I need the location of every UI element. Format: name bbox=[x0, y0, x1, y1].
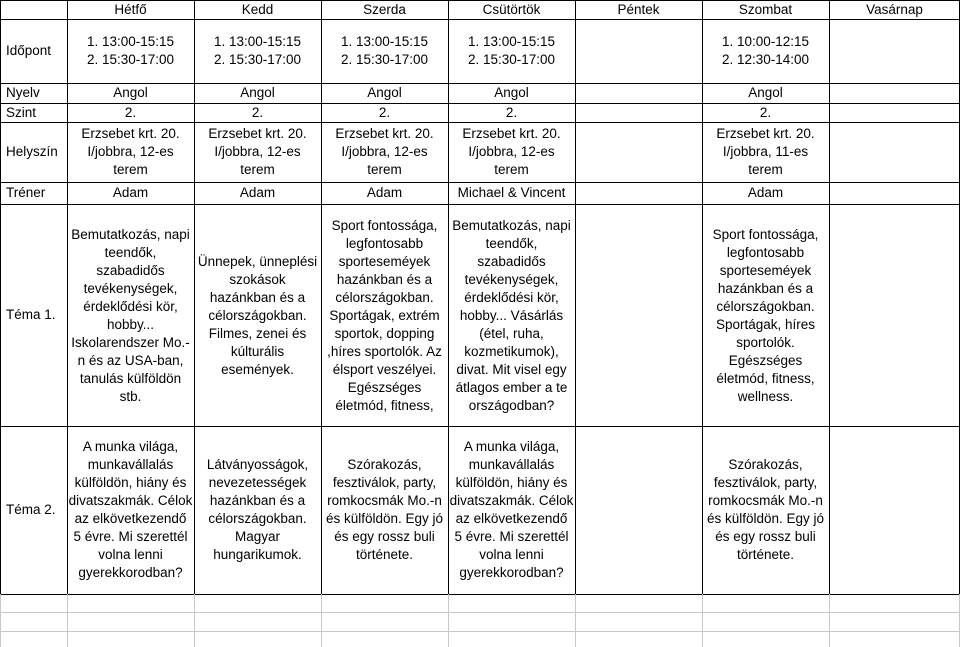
grid-line bbox=[321, 594, 322, 647]
cell-tema1-Szombat-line: sportolók. bbox=[736, 335, 795, 350]
cell-tema2-Csütörtök-line: A munka világa, bbox=[463, 439, 560, 454]
cell-tema1-Szerda-line: hazánkban és a bbox=[336, 272, 433, 287]
cell-tema1-Hétfő-line: Bemutatkozás, napi bbox=[71, 227, 190, 242]
cell-szint-Hétfő bbox=[67, 103, 194, 122]
grid-line bbox=[0, 426, 960, 427]
cell-trener-Csütörtök bbox=[448, 182, 575, 204]
cell-tema1-Hétfő-line: hobby... bbox=[106, 317, 155, 332]
row-label-szint bbox=[0, 103, 67, 122]
grid-line bbox=[194, 594, 195, 647]
cell-tema1-Kedd-line: Ünnepek, ünneplési bbox=[197, 254, 318, 269]
cell-helyszin-Kedd bbox=[194, 122, 321, 182]
cell-tema2-Szombat-line: Szórakozás, bbox=[728, 457, 803, 472]
cell-idopont-Szombat bbox=[702, 19, 829, 83]
cell-tema2-Csütörtök-line: volna lenni bbox=[479, 547, 544, 562]
cell-tema2-Hétfő-line: az elkövetkezendő bbox=[74, 511, 187, 526]
cell-tema1-Hétfő-line: n és az USA-ban, bbox=[77, 353, 184, 368]
cell-tema1-Szombat-line: Sportágak, híres bbox=[715, 317, 816, 332]
cell-nyelv-Csütörtök bbox=[448, 83, 575, 103]
cell-tema1-Szombat-line: Egészséges bbox=[728, 353, 803, 368]
cell-trener-Csütörtök-line: Michael & Vincent bbox=[457, 185, 566, 200]
grid-line bbox=[0, 103, 960, 104]
grid-line bbox=[448, 0, 449, 594]
cell-trener-Szombat-line: Adam bbox=[747, 185, 784, 200]
cell-tema1-Csütörtök-line: teendők, bbox=[485, 236, 538, 251]
cell-tema1-Kedd-line: szokások bbox=[229, 272, 286, 287]
row-label-tema1 bbox=[0, 204, 67, 426]
row-label-idopont-line: Időpont bbox=[6, 43, 52, 58]
cell-trener-Szombat bbox=[702, 182, 829, 204]
cell-nyelv-Kedd bbox=[194, 83, 321, 103]
cell-tema2-Hétfő-line: külföldön, hiány és bbox=[74, 475, 187, 490]
cell-tema1-Szerda-line: Sportágak, extrém bbox=[329, 308, 440, 323]
grid-line bbox=[0, 0, 960, 1]
cell-tema2-Hétfő-line: gyerekkorodban? bbox=[78, 565, 183, 580]
cell-tema2-Csütörtök-line: munkavállalás bbox=[468, 457, 555, 472]
cell-tema1-Csütörtök-line: hobby... Vásárlás bbox=[459, 308, 564, 323]
cell-tema2-Csütörtök-line: 5 évre. Mi szerettél bbox=[454, 529, 569, 544]
cell-nyelv-Szombat-line: Angol bbox=[748, 85, 783, 100]
cell-nyelv-Csütörtök-line: Angol bbox=[494, 85, 529, 100]
cell-helyszin-Hétfő-line: I/jobbra, 12-es bbox=[87, 144, 174, 159]
grid-line bbox=[0, 204, 960, 205]
cell-tema1-Hétfő-line: stb. bbox=[119, 389, 142, 404]
cell-tema1-Csütörtök-line: átlagos ember a te bbox=[455, 380, 568, 395]
cell-idopont-Csütörtök-line: 2. 15:30-17:00 bbox=[467, 52, 556, 67]
cell-helyszin-Csütörtök-line: Erzsebet krt. 20. bbox=[462, 126, 561, 141]
cell-idopont-Hétfő bbox=[67, 19, 194, 83]
cell-helyszin-Szerda-line: Erzsebet krt. 20. bbox=[335, 126, 434, 141]
cell-tema2-Szerda-line: és egy rossz buli bbox=[334, 529, 435, 544]
cell-tema1-Kedd-line: hazánkban és a bbox=[209, 290, 306, 305]
cell-helyszin-Szombat-line: Erzsebet krt. 20. bbox=[716, 126, 815, 141]
cell-helyszin-Hétfő bbox=[67, 122, 194, 182]
cell-tema2-Hétfő-line: munkavállalás bbox=[87, 457, 174, 472]
grid-line bbox=[702, 0, 703, 594]
cell-tema2-Csütörtök-line: külföldön, hiány és bbox=[455, 475, 568, 490]
grid-line bbox=[829, 594, 830, 647]
cell-tema1-Szerda-line: sportok, dopping bbox=[334, 326, 435, 341]
cell-helyszin-Csütörtök-line: I/jobbra, 12-es bbox=[468, 144, 555, 159]
row-label-nyelv bbox=[0, 83, 67, 103]
cell-nyelv-Szerda bbox=[321, 83, 448, 103]
cell-tema2-Hétfő-line: A munka világa, bbox=[82, 439, 179, 454]
row-label-szint-line: Szint bbox=[6, 104, 37, 120]
cell-idopont-Szombat-line: 2. 12:30-14:00 bbox=[721, 52, 810, 67]
cell-szint-Csütörtök-line: 2. bbox=[505, 104, 518, 120]
cell-idopont-Csütörtök bbox=[448, 19, 575, 83]
row-label-helyszin bbox=[0, 122, 67, 182]
grid-line bbox=[0, 182, 960, 183]
cell-tema1-Szombat-line: sporteseméyek bbox=[719, 263, 812, 278]
cell-szint-Szombat-line: 2. bbox=[759, 104, 772, 120]
cell-tema1-Hétfő bbox=[67, 208, 194, 424]
cell-tema2-Kedd-line: Látványosságok, bbox=[206, 457, 309, 472]
cell-idopont-Kedd bbox=[194, 19, 321, 83]
row-label-tema2-line: Téma 2. bbox=[6, 502, 56, 517]
grid-line bbox=[0, 122, 960, 123]
row-label-tema1-line: Téma 1. bbox=[6, 307, 56, 322]
cell-nyelv-Hétfő bbox=[67, 83, 194, 103]
cell-tema1-Szerda-line: életmód, fitness, bbox=[335, 398, 434, 413]
cell-tema2-Szombat-line: és külföldön. Egy jó bbox=[706, 511, 825, 526]
cell-tema1-Szerda-line: legfontosabb bbox=[345, 236, 424, 251]
day-header: Kedd bbox=[241, 1, 274, 17]
cell-helyszin-Kedd-line: I/jobbra, 12-es bbox=[214, 144, 301, 159]
grid-line bbox=[575, 0, 576, 594]
grid-line bbox=[0, 19, 960, 20]
cell-tema1-Csütörtök-line: divat. Mit visel egy bbox=[456, 362, 567, 377]
cell-helyszin-Szerda bbox=[321, 122, 448, 182]
cell-szint-Hétfő-line: 2. bbox=[124, 104, 137, 120]
cell-idopont-Hétfő-line: 2. 15:30-17:00 bbox=[86, 52, 175, 67]
cell-idopont-Kedd-line: 2. 15:30-17:00 bbox=[213, 52, 302, 67]
cell-tema2-Szombat bbox=[702, 428, 829, 592]
cell-tema1-Hétfő-line: érdeklődési kör, bbox=[83, 299, 178, 314]
cell-tema1-Hétfő-line: tanulás külföldön bbox=[79, 371, 182, 386]
cell-tema1-Csütörtök-line: szabadidős bbox=[477, 254, 546, 269]
cell-trener-Kedd bbox=[194, 182, 321, 204]
cell-helyszin-Csütörtök-line: terem bbox=[494, 162, 529, 177]
cell-nyelv-Szombat bbox=[702, 83, 829, 103]
cell-tema1-Csütörtök-line: tevékenységek, bbox=[464, 272, 559, 287]
cell-tema1-Szerda bbox=[321, 208, 448, 424]
cell-szint-Kedd bbox=[194, 103, 321, 122]
cell-szint-Kedd-line: 2. bbox=[251, 104, 264, 120]
cell-tema2-Szombat-line: fesztiválok, party, bbox=[713, 475, 818, 490]
grid-line bbox=[0, 594, 1, 647]
cell-tema1-Szombat-line: célországokban. bbox=[716, 299, 815, 314]
cell-tema2-Szerda-line: története. bbox=[355, 547, 414, 562]
cell-helyszin-Hétfő-line: Erzsebet krt. 20. bbox=[81, 126, 180, 141]
cell-tema1-Szerda-line: Egészséges bbox=[347, 380, 422, 395]
cell-tema1-Hétfő-line: Iskolarendszer Mo.- bbox=[71, 335, 190, 350]
cell-tema2-Szerda-line: fesztiválok, party, bbox=[332, 475, 437, 490]
cell-tema2-Szerda-line: romkocsmák Mo.-n bbox=[327, 493, 442, 508]
cell-tema1-Kedd-line: kúlturális bbox=[230, 344, 285, 359]
cell-tema2-Szerda bbox=[321, 428, 448, 592]
grid-line bbox=[448, 594, 449, 647]
cell-trener-Szerda-line: Adam bbox=[366, 185, 403, 200]
cell-tema1-Csütörtök-line: érdeklődési kör, bbox=[464, 290, 559, 305]
cell-nyelv-Szerda-line: Angol bbox=[367, 85, 402, 100]
cell-tema1-Szerda-line: Sport fontossága, bbox=[331, 218, 438, 233]
cell-tema1-Szerda-line: célországokban. bbox=[335, 290, 434, 305]
grid-line bbox=[0, 83, 960, 84]
cell-szint-Csütörtök bbox=[448, 103, 575, 122]
cell-tema2-Csütörtök-line: az elkövetkezendő bbox=[455, 511, 568, 526]
grid-line bbox=[0, 612, 960, 613]
cell-tema2-Kedd-line: Magyar bbox=[234, 529, 280, 544]
grid-line bbox=[829, 0, 830, 594]
cell-tema2-Hétfő-line: divatszakmák. Célok bbox=[68, 493, 193, 508]
cell-tema1-Hétfő-line: teendők, bbox=[104, 245, 157, 260]
cell-tema2-Hétfő-line: 5 évre. Mi szerettél bbox=[73, 529, 188, 544]
grid-line bbox=[67, 594, 68, 647]
cell-idopont-Szombat-line: 1. 10:00-12:15 bbox=[721, 34, 810, 49]
cell-tema1-Szerda-line: ,híres sportolók. Az bbox=[327, 344, 442, 359]
cell-tema1-Kedd-line: események. bbox=[221, 362, 294, 377]
cell-tema1-Kedd bbox=[194, 208, 321, 424]
cell-tema2-Kedd-line: hazánkban és a bbox=[209, 493, 306, 508]
cell-szint-Szerda-line: 2. bbox=[378, 104, 391, 120]
cell-tema1-Kedd-line: célországokban. bbox=[208, 308, 307, 323]
cell-helyszin-Csütörtök bbox=[448, 122, 575, 182]
cell-tema2-Szombat-line: és egy rossz buli bbox=[715, 529, 816, 544]
cell-tema2-Szombat-line: története. bbox=[736, 547, 795, 562]
cell-tema1-Szombat-line: legfontosabb bbox=[726, 245, 805, 260]
cell-tema2-Csütörtök bbox=[448, 428, 575, 592]
cell-tema1-Hétfő-line: szabadidős bbox=[96, 263, 165, 278]
grid-line bbox=[0, 631, 960, 632]
grid-line bbox=[321, 0, 322, 594]
cell-tema1-Csütörtök-line: (étel, ruha, bbox=[479, 326, 544, 341]
cell-tema2-Kedd bbox=[194, 428, 321, 592]
cell-helyszin-Hétfő-line: terem bbox=[113, 162, 148, 177]
day-header: Szombat bbox=[738, 1, 793, 17]
grid-line bbox=[0, 594, 960, 595]
row-label-helyszin-line: Helyszín bbox=[6, 144, 58, 159]
cell-tema1-Szerda-line: sporteseméyek bbox=[338, 254, 431, 269]
cell-tema1-Hétfő-line: tevékenységek, bbox=[83, 281, 178, 296]
cell-tema1-Szombat-line: életmód, fitness, bbox=[716, 371, 815, 386]
cell-tema2-Csütörtök-line: gyerekkorodban? bbox=[459, 565, 564, 580]
cell-helyszin-Szerda-line: terem bbox=[367, 162, 402, 177]
cell-nyelv-Kedd-line: Angol bbox=[240, 85, 275, 100]
cell-szint-Szombat bbox=[702, 103, 829, 122]
cell-tema1-Csütörtök bbox=[448, 208, 575, 424]
row-label-idopont bbox=[0, 19, 67, 83]
grid-line bbox=[194, 0, 195, 594]
cell-trener-Szerda bbox=[321, 182, 448, 204]
cell-szint-Szerda bbox=[321, 103, 448, 122]
cell-tema2-Csütörtök-line: divatszakmák. Célok bbox=[449, 493, 574, 508]
grid-line bbox=[0, 0, 1, 594]
cell-tema1-Kedd-line: Filmes, zenei és bbox=[208, 326, 307, 341]
cell-trener-Hétfő-line: Adam bbox=[112, 185, 149, 200]
grid-line bbox=[575, 594, 576, 647]
row-label-trener bbox=[0, 182, 67, 204]
cell-idopont-Csütörtök-line: 1. 13:00-15:15 bbox=[467, 34, 556, 49]
cell-tema1-Szombat-line: Sport fontossága, bbox=[712, 227, 819, 242]
cell-tema2-Hétfő-line: volna lenni bbox=[98, 547, 163, 562]
cell-helyszin-Szombat bbox=[702, 122, 829, 182]
cell-idopont-Hétfő-line: 1. 13:00-15:15 bbox=[86, 34, 175, 49]
grid-line bbox=[702, 594, 703, 647]
row-label-trener-line: Tréner bbox=[6, 185, 46, 200]
day-header: Csütörtök bbox=[482, 1, 541, 17]
cell-tema2-Kedd-line: nevezetességek bbox=[208, 475, 307, 490]
cell-idopont-Kedd-line: 1. 13:00-15:15 bbox=[213, 34, 302, 49]
day-header: Hétfő bbox=[114, 1, 147, 17]
cell-helyszin-Kedd-line: terem bbox=[240, 162, 275, 177]
cell-idopont-Szerda-line: 1. 13:00-15:15 bbox=[340, 34, 429, 49]
cell-trener-Kedd-line: Adam bbox=[239, 185, 276, 200]
cell-tema2-Hétfő bbox=[67, 428, 194, 592]
cell-tema1-Szombat bbox=[702, 208, 829, 424]
cell-tema2-Szerda-line: és külföldön. Egy jó bbox=[325, 511, 444, 526]
cell-tema2-Kedd-line: hungarikumok. bbox=[213, 547, 302, 562]
cell-tema2-Szerda-line: Szórakozás, bbox=[347, 457, 422, 472]
grid-line bbox=[67, 0, 68, 594]
cell-nyelv-Hétfő-line: Angol bbox=[113, 85, 148, 100]
cell-idopont-Szerda bbox=[321, 19, 448, 83]
cell-helyszin-Kedd-line: Erzsebet krt. 20. bbox=[208, 126, 307, 141]
day-header: Szerda bbox=[363, 1, 406, 17]
cell-tema2-Szombat-line: romkocsmák Mo.-n bbox=[708, 493, 823, 508]
row-label-tema2 bbox=[0, 426, 67, 594]
day-header: Vasárnap bbox=[866, 1, 923, 17]
cell-helyszin-Szerda-line: I/jobbra, 12-es bbox=[341, 144, 428, 159]
cell-tema2-Kedd-line: célországokban. bbox=[208, 511, 307, 526]
cell-tema1-Csütörtök-line: Bemutatkozás, napi bbox=[452, 218, 571, 233]
cell-tema1-Szerda-line: élsport veszélyei. bbox=[332, 362, 437, 377]
cell-idopont-Szerda-line: 2. 15:30-17:00 bbox=[340, 52, 429, 67]
cell-trener-Hétfő bbox=[67, 182, 194, 204]
cell-tema1-Csütörtök-line: kozmetikumok), bbox=[464, 344, 559, 359]
cell-helyszin-Szombat-line: terem bbox=[748, 162, 783, 177]
cell-tema1-Csütörtök-line: országodban? bbox=[468, 398, 555, 413]
row-label-nyelv-line: Nyelv bbox=[6, 85, 40, 100]
cell-tema1-Szombat-line: wellness. bbox=[737, 389, 794, 404]
cell-tema1-Szombat-line: hazánkban és a bbox=[717, 281, 814, 296]
day-header: Péntek bbox=[617, 1, 660, 17]
cell-helyszin-Szombat-line: I/jobbra, 11-es bbox=[722, 144, 809, 159]
